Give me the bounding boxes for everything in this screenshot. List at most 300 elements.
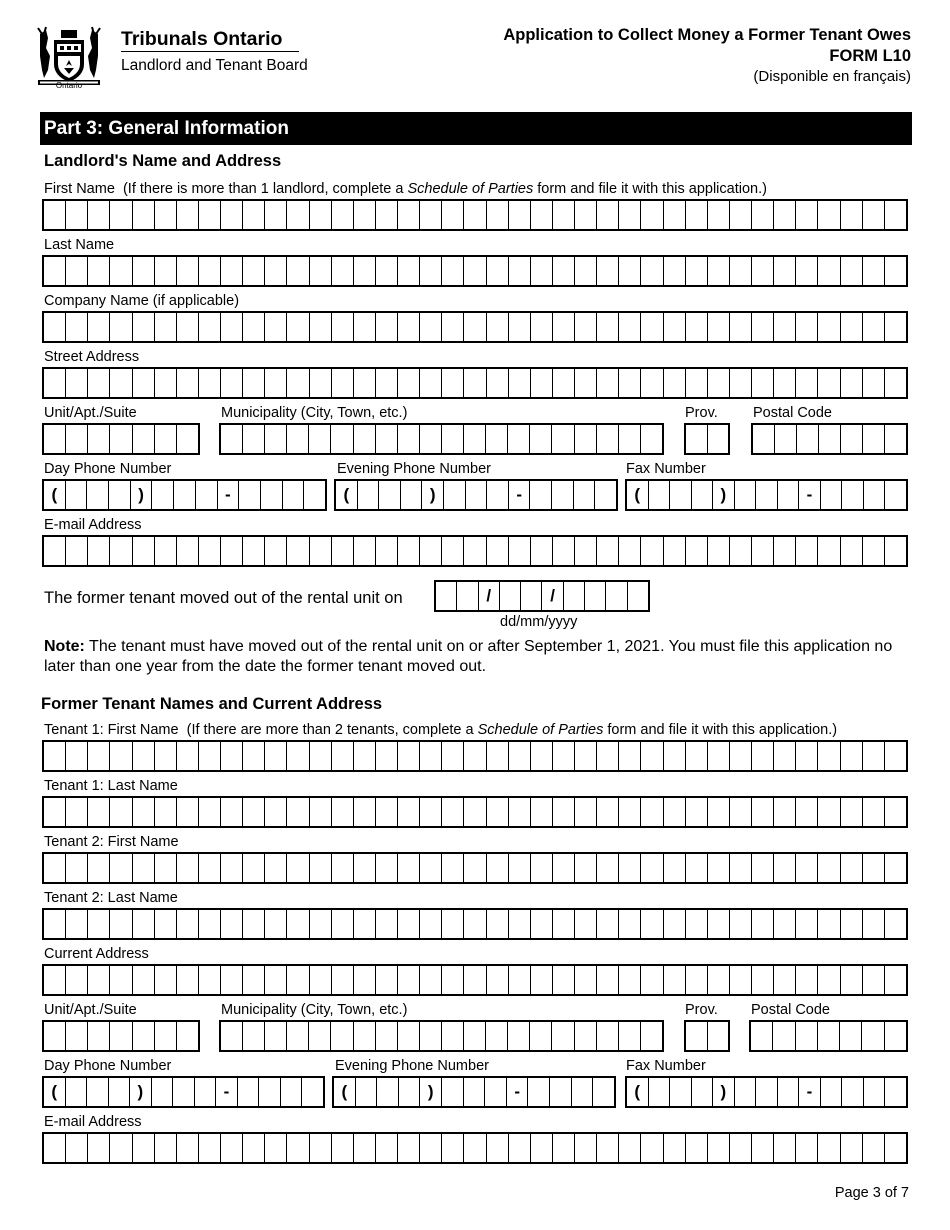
char-box[interactable] xyxy=(331,369,353,397)
char-box[interactable] xyxy=(751,537,773,565)
char-box[interactable] xyxy=(862,313,884,341)
char-box[interactable] xyxy=(220,854,242,882)
char-box[interactable] xyxy=(530,201,552,229)
char-box[interactable] xyxy=(685,798,707,826)
char-box[interactable] xyxy=(309,257,331,285)
char-box[interactable] xyxy=(884,1022,906,1050)
char-box[interactable] xyxy=(530,537,552,565)
char-box[interactable] xyxy=(691,1078,713,1106)
char-box[interactable] xyxy=(508,966,530,994)
char-box[interactable] xyxy=(861,1022,883,1050)
char-box[interactable] xyxy=(884,481,906,509)
char-box[interactable] xyxy=(463,313,485,341)
char-box[interactable] xyxy=(817,537,839,565)
char-box[interactable] xyxy=(221,425,242,453)
char-box[interactable] xyxy=(309,742,331,770)
char-box[interactable] xyxy=(729,910,751,938)
char-box[interactable] xyxy=(663,257,685,285)
char-box[interactable] xyxy=(862,1134,884,1162)
char-box[interactable] xyxy=(755,1078,777,1106)
char-box[interactable] xyxy=(669,481,691,509)
char-box[interactable] xyxy=(486,854,508,882)
char-box[interactable] xyxy=(594,481,616,509)
char-box[interactable] xyxy=(563,582,584,610)
char-box[interactable] xyxy=(286,1134,308,1162)
char-box[interactable] xyxy=(596,425,618,453)
char-box[interactable] xyxy=(862,257,884,285)
char-box[interactable] xyxy=(331,910,353,938)
char-box[interactable] xyxy=(618,313,640,341)
char-box[interactable] xyxy=(44,257,65,285)
char-box[interactable] xyxy=(707,910,729,938)
tenant1-first-name-input[interactable] xyxy=(42,740,908,772)
char-box[interactable] xyxy=(840,742,862,770)
char-box[interactable] xyxy=(529,481,551,509)
char-box[interactable] xyxy=(552,257,574,285)
char-box[interactable] xyxy=(863,1078,885,1106)
char-box[interactable] xyxy=(640,537,662,565)
char-box[interactable] xyxy=(198,1134,220,1162)
char-box[interactable] xyxy=(663,201,685,229)
char-box[interactable] xyxy=(198,910,220,938)
char-box[interactable] xyxy=(773,1134,795,1162)
char-box[interactable] xyxy=(44,313,65,341)
char-box[interactable] xyxy=(264,1022,286,1050)
char-box[interactable] xyxy=(176,369,198,397)
char-box[interactable] xyxy=(884,798,906,826)
char-box[interactable] xyxy=(353,1134,375,1162)
char-box[interactable] xyxy=(686,1022,707,1050)
char-box[interactable] xyxy=(376,1078,398,1106)
char-box[interactable] xyxy=(264,201,286,229)
char-box[interactable] xyxy=(378,481,400,509)
char-box[interactable] xyxy=(397,966,419,994)
char-box[interactable] xyxy=(309,854,331,882)
char-box[interactable] xyxy=(773,742,795,770)
char-box[interactable] xyxy=(530,257,552,285)
char-box[interactable] xyxy=(729,966,751,994)
char-box[interactable] xyxy=(242,257,264,285)
char-box[interactable] xyxy=(441,854,463,882)
char-box[interactable] xyxy=(596,313,618,341)
char-box[interactable] xyxy=(419,1022,441,1050)
char-box[interactable] xyxy=(397,1134,419,1162)
char-box[interactable] xyxy=(198,369,220,397)
char-box[interactable] xyxy=(463,537,485,565)
char-box[interactable] xyxy=(862,854,884,882)
char-box[interactable] xyxy=(132,910,154,938)
char-box[interactable] xyxy=(884,910,906,938)
tenant-unit-input[interactable] xyxy=(42,1020,200,1052)
char-box[interactable] xyxy=(734,1078,756,1106)
char-box[interactable] xyxy=(109,798,131,826)
char-box[interactable] xyxy=(840,910,862,938)
char-box[interactable] xyxy=(397,537,419,565)
char-box[interactable] xyxy=(795,313,817,341)
char-box[interactable] xyxy=(87,201,109,229)
char-box[interactable] xyxy=(87,910,109,938)
char-box[interactable] xyxy=(817,910,839,938)
char-box[interactable] xyxy=(691,481,713,509)
char-box[interactable] xyxy=(286,1022,308,1050)
landlord-postal-input[interactable] xyxy=(751,423,908,455)
char-box[interactable] xyxy=(552,537,574,565)
char-box[interactable] xyxy=(375,425,397,453)
char-box[interactable] xyxy=(242,966,264,994)
char-box[interactable] xyxy=(463,257,485,285)
char-box[interactable] xyxy=(154,742,176,770)
move-out-date-input[interactable] xyxy=(434,580,650,612)
char-box[interactable] xyxy=(132,798,154,826)
char-box[interactable] xyxy=(552,854,574,882)
char-box[interactable] xyxy=(353,201,375,229)
char-box[interactable] xyxy=(220,1134,242,1162)
char-box[interactable] xyxy=(862,201,884,229)
char-box[interactable] xyxy=(530,854,552,882)
char-box[interactable] xyxy=(375,854,397,882)
char-box[interactable] xyxy=(419,257,441,285)
char-box[interactable] xyxy=(508,201,530,229)
char-box[interactable] xyxy=(419,537,441,565)
char-box[interactable] xyxy=(309,1134,331,1162)
char-box[interactable] xyxy=(530,1134,552,1162)
char-box[interactable] xyxy=(663,854,685,882)
char-box[interactable] xyxy=(840,798,862,826)
char-box[interactable] xyxy=(242,1022,264,1050)
char-box[interactable] xyxy=(286,798,308,826)
char-box[interactable] xyxy=(584,582,605,610)
char-box[interactable] xyxy=(751,1134,773,1162)
char-box[interactable] xyxy=(44,1134,65,1162)
char-box[interactable] xyxy=(264,742,286,770)
char-box[interactable] xyxy=(707,798,729,826)
char-box[interactable] xyxy=(195,481,217,509)
char-box[interactable] xyxy=(751,369,773,397)
char-box[interactable] xyxy=(303,481,325,509)
char-box[interactable] xyxy=(198,257,220,285)
char-box[interactable] xyxy=(817,742,839,770)
char-box[interactable] xyxy=(574,798,596,826)
char-box[interactable] xyxy=(286,854,308,882)
char-box[interactable] xyxy=(398,1078,420,1106)
char-box[interactable] xyxy=(685,966,707,994)
char-box[interactable] xyxy=(353,742,375,770)
char-box[interactable] xyxy=(663,910,685,938)
char-box[interactable] xyxy=(65,481,87,509)
char-box[interactable] xyxy=(817,1134,839,1162)
char-box[interactable] xyxy=(441,313,463,341)
char-box[interactable] xyxy=(463,425,485,453)
char-box[interactable] xyxy=(441,1134,463,1162)
char-box[interactable] xyxy=(777,1078,799,1106)
char-box[interactable] xyxy=(132,257,154,285)
char-box[interactable] xyxy=(795,742,817,770)
tenant-evening-phone-input[interactable] xyxy=(332,1076,616,1108)
char-box[interactable] xyxy=(176,537,198,565)
char-box[interactable] xyxy=(441,910,463,938)
char-box[interactable] xyxy=(463,966,485,994)
char-box[interactable] xyxy=(755,481,777,509)
char-box[interactable] xyxy=(242,910,264,938)
char-box[interactable] xyxy=(499,582,520,610)
char-box[interactable] xyxy=(264,910,286,938)
char-box[interactable] xyxy=(862,425,884,453)
char-box[interactable] xyxy=(132,201,154,229)
char-box[interactable] xyxy=(353,854,375,882)
landlord-first-name-input[interactable] xyxy=(42,199,908,231)
char-box[interactable] xyxy=(176,201,198,229)
char-box[interactable] xyxy=(574,425,596,453)
char-box[interactable] xyxy=(286,425,308,453)
char-box[interactable] xyxy=(331,257,353,285)
char-box[interactable] xyxy=(198,201,220,229)
char-box[interactable] xyxy=(862,966,884,994)
landlord-day-phone-input[interactable] xyxy=(42,479,327,511)
char-box[interactable] xyxy=(65,537,87,565)
landlord-last-name-input[interactable] xyxy=(42,255,908,287)
char-box[interactable] xyxy=(309,201,331,229)
char-box[interactable] xyxy=(258,1078,280,1106)
char-box[interactable] xyxy=(884,537,906,565)
char-box[interactable] xyxy=(485,425,507,453)
char-box[interactable] xyxy=(574,742,596,770)
char-box[interactable] xyxy=(151,481,173,509)
char-box[interactable] xyxy=(309,313,331,341)
char-box[interactable] xyxy=(884,425,906,453)
char-box[interactable] xyxy=(596,201,618,229)
char-box[interactable] xyxy=(419,425,441,453)
char-box[interactable] xyxy=(331,313,353,341)
char-box[interactable] xyxy=(44,537,65,565)
char-box[interactable] xyxy=(242,425,264,453)
char-box[interactable] xyxy=(486,537,508,565)
char-box[interactable] xyxy=(551,425,573,453)
char-box[interactable] xyxy=(65,854,87,882)
landlord-unit-input[interactable] xyxy=(42,423,200,455)
char-box[interactable] xyxy=(132,313,154,341)
char-box[interactable] xyxy=(520,582,541,610)
char-box[interactable] xyxy=(242,537,264,565)
char-box[interactable] xyxy=(773,798,795,826)
char-box[interactable] xyxy=(264,425,286,453)
char-box[interactable] xyxy=(663,537,685,565)
char-box[interactable] xyxy=(87,257,109,285)
char-box[interactable] xyxy=(773,537,795,565)
char-box[interactable] xyxy=(44,910,65,938)
char-box[interactable] xyxy=(220,537,242,565)
char-box[interactable] xyxy=(198,313,220,341)
char-box[interactable] xyxy=(309,798,331,826)
char-box[interactable] xyxy=(605,582,626,610)
char-box[interactable] xyxy=(441,369,463,397)
char-box[interactable] xyxy=(65,742,87,770)
char-box[interactable] xyxy=(685,369,707,397)
char-box[interactable] xyxy=(220,369,242,397)
char-box[interactable] xyxy=(436,582,456,610)
char-box[interactable] xyxy=(173,481,195,509)
char-box[interactable] xyxy=(353,313,375,341)
char-box[interactable] xyxy=(773,257,795,285)
char-box[interactable] xyxy=(419,201,441,229)
char-box[interactable] xyxy=(486,742,508,770)
char-box[interactable] xyxy=(773,966,795,994)
char-box[interactable] xyxy=(529,425,551,453)
char-box[interactable] xyxy=(530,742,552,770)
char-box[interactable] xyxy=(751,1022,772,1050)
char-box[interactable] xyxy=(795,257,817,285)
char-box[interactable] xyxy=(301,1078,323,1106)
char-box[interactable] xyxy=(375,1022,397,1050)
char-box[interactable] xyxy=(357,481,379,509)
char-box[interactable] xyxy=(773,854,795,882)
char-box[interactable] xyxy=(618,742,640,770)
char-box[interactable] xyxy=(65,798,87,826)
char-box[interactable] xyxy=(596,854,618,882)
char-box[interactable] xyxy=(707,966,729,994)
char-box[interactable] xyxy=(353,425,375,453)
char-box[interactable] xyxy=(397,798,419,826)
char-box[interactable] xyxy=(840,201,862,229)
char-box[interactable] xyxy=(87,369,109,397)
char-box[interactable] xyxy=(486,910,508,938)
char-box[interactable] xyxy=(176,966,198,994)
char-box[interactable] xyxy=(751,854,773,882)
char-box[interactable] xyxy=(530,966,552,994)
char-box[interactable] xyxy=(751,798,773,826)
tenant-postal-input[interactable] xyxy=(749,1020,908,1052)
char-box[interactable] xyxy=(574,854,596,882)
char-box[interactable] xyxy=(734,481,756,509)
char-box[interactable] xyxy=(441,257,463,285)
char-box[interactable] xyxy=(820,1078,842,1106)
char-box[interactable] xyxy=(237,1078,259,1106)
char-box[interactable] xyxy=(375,910,397,938)
char-box[interactable] xyxy=(862,742,884,770)
char-box[interactable] xyxy=(375,201,397,229)
char-box[interactable] xyxy=(774,425,796,453)
char-box[interactable] xyxy=(87,1022,109,1050)
char-box[interactable] xyxy=(87,1134,109,1162)
char-box[interactable] xyxy=(618,966,640,994)
char-box[interactable] xyxy=(400,481,422,509)
char-box[interactable] xyxy=(397,257,419,285)
char-box[interactable] xyxy=(309,537,331,565)
landlord-evening-phone-input[interactable] xyxy=(334,479,618,511)
char-box[interactable] xyxy=(44,742,65,770)
char-box[interactable] xyxy=(419,313,441,341)
char-box[interactable] xyxy=(375,369,397,397)
char-box[interactable] xyxy=(220,798,242,826)
char-box[interactable] xyxy=(685,910,707,938)
char-box[interactable] xyxy=(840,1134,862,1162)
char-box[interactable] xyxy=(574,257,596,285)
char-box[interactable] xyxy=(264,854,286,882)
char-box[interactable] xyxy=(596,798,618,826)
char-box[interactable] xyxy=(87,854,109,882)
char-box[interactable] xyxy=(818,425,840,453)
char-box[interactable] xyxy=(596,742,618,770)
char-box[interactable] xyxy=(574,313,596,341)
char-box[interactable] xyxy=(640,201,662,229)
char-box[interactable] xyxy=(220,313,242,341)
char-box[interactable] xyxy=(817,201,839,229)
char-box[interactable] xyxy=(419,910,441,938)
char-box[interactable] xyxy=(530,910,552,938)
char-box[interactable] xyxy=(463,1022,485,1050)
char-box[interactable] xyxy=(795,201,817,229)
landlord-prov-input[interactable] xyxy=(684,423,730,455)
char-box[interactable] xyxy=(176,798,198,826)
char-box[interactable] xyxy=(286,537,308,565)
char-box[interactable] xyxy=(592,1078,614,1106)
char-box[interactable] xyxy=(596,1022,618,1050)
char-box[interactable] xyxy=(729,313,751,341)
char-box[interactable] xyxy=(242,798,264,826)
char-box[interactable] xyxy=(109,966,131,994)
char-box[interactable] xyxy=(552,313,574,341)
char-box[interactable] xyxy=(840,425,862,453)
char-box[interactable] xyxy=(640,313,662,341)
char-box[interactable] xyxy=(242,1134,264,1162)
char-box[interactable] xyxy=(463,798,485,826)
char-box[interactable] xyxy=(109,742,131,770)
char-box[interactable] xyxy=(441,798,463,826)
char-box[interactable] xyxy=(862,537,884,565)
char-box[interactable] xyxy=(796,425,818,453)
char-box[interactable] xyxy=(87,798,109,826)
char-box[interactable] xyxy=(132,854,154,882)
char-box[interactable] xyxy=(485,1022,507,1050)
char-box[interactable] xyxy=(663,313,685,341)
char-box[interactable] xyxy=(108,481,130,509)
char-box[interactable] xyxy=(264,1134,286,1162)
char-box[interactable] xyxy=(242,201,264,229)
char-box[interactable] xyxy=(87,425,109,453)
char-box[interactable] xyxy=(44,798,65,826)
char-box[interactable] xyxy=(862,369,884,397)
char-box[interactable] xyxy=(685,201,707,229)
tenant2-last-name-input[interactable] xyxy=(42,908,908,940)
char-box[interactable] xyxy=(817,798,839,826)
char-box[interactable] xyxy=(596,369,618,397)
char-box[interactable] xyxy=(707,201,729,229)
char-box[interactable] xyxy=(530,369,552,397)
char-box[interactable] xyxy=(65,1078,87,1106)
char-box[interactable] xyxy=(751,313,773,341)
char-box[interactable] xyxy=(685,1134,707,1162)
char-box[interactable] xyxy=(508,1134,530,1162)
char-box[interactable] xyxy=(596,257,618,285)
char-box[interactable] xyxy=(663,1134,685,1162)
char-box[interactable] xyxy=(817,1022,839,1050)
char-box[interactable] xyxy=(618,201,640,229)
char-box[interactable] xyxy=(151,1078,173,1106)
char-box[interactable] xyxy=(729,798,751,826)
char-box[interactable] xyxy=(640,798,662,826)
char-box[interactable] xyxy=(862,798,884,826)
char-box[interactable] xyxy=(286,966,308,994)
char-box[interactable] xyxy=(663,966,685,994)
char-box[interactable] xyxy=(375,742,397,770)
char-box[interactable] xyxy=(198,537,220,565)
char-box[interactable] xyxy=(65,966,87,994)
char-box[interactable] xyxy=(331,798,353,826)
char-box[interactable] xyxy=(841,1078,863,1106)
char-box[interactable] xyxy=(282,481,304,509)
char-box[interactable] xyxy=(596,537,618,565)
char-box[interactable] xyxy=(109,201,131,229)
char-box[interactable] xyxy=(884,257,906,285)
